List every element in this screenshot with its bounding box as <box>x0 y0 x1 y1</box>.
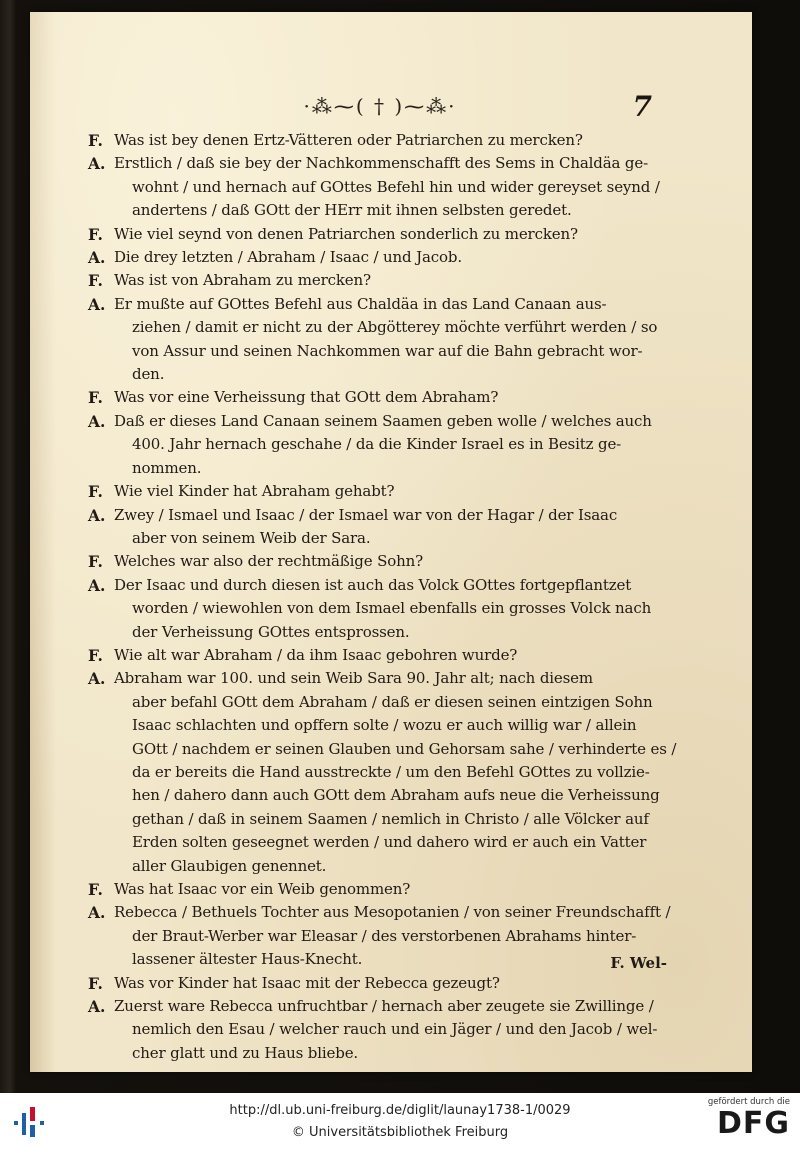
header-ornament: ·⁂⁓( † )⁓⁂· <box>303 94 457 118</box>
entry-lines <box>114 667 688 878</box>
text-line: Erstlich / daß sie bey der Nachkommenschafft des Sems in Chaldäa ge- <box>114 154 649 173</box>
text-line: andertens / daß GOtt der HErr mit ihnen selbsten geredet. <box>132 201 572 220</box>
answer-entry <box>88 246 688 269</box>
entry-lines <box>114 152 688 222</box>
catchword: F. Wel- <box>610 954 667 972</box>
entry-marker: A. <box>88 294 106 314</box>
entry-marker: F. <box>88 271 103 291</box>
entry-lines <box>114 129 688 152</box>
text-line: lassener ältester Haus-Knecht. <box>132 950 363 969</box>
entry-lines <box>114 504 688 551</box>
question-entry <box>88 129 688 152</box>
entry-lines <box>114 972 688 995</box>
answer-entry <box>88 152 688 222</box>
catechism-text <box>88 129 688 1065</box>
text-line: Was vor eine Verheissung that GOtt dem Abraham? <box>114 388 499 407</box>
entry-marker: A. <box>88 411 106 431</box>
entry-marker: F. <box>88 131 103 150</box>
text-line: GOtt / nachdem er seinen Glauben und Gehorsam sahe / verhinderte es / <box>132 739 677 758</box>
text-line: cher glatt und zu Haus bliebe. <box>132 1043 359 1062</box>
question-entry <box>88 386 688 409</box>
text-line: Was hat Isaac vor ein Weib genommen? <box>114 880 411 898</box>
text-line: Der Isaac und durch diesen ist auch das Volck GOttes fortgepflantzet <box>114 575 632 594</box>
entry-marker: A. <box>88 248 106 268</box>
text-line: Er mußte auf GOttes Befehl aus Chaldäa in das Land Canaan aus- <box>114 294 607 313</box>
entry-marker: A. <box>88 575 106 595</box>
text-line: nommen. <box>132 458 202 477</box>
text-line: wohnt / und hernach auf GOttes Befehl hin und wider gereyset seynd / <box>132 177 660 196</box>
text-line: aller Glaubigen genennet. <box>132 856 327 875</box>
entry-lines <box>114 995 688 1065</box>
entry-lines <box>114 410 688 480</box>
text-line: Was ist von Abraham zu mercken? <box>114 271 371 290</box>
entry-marker: F. <box>88 552 103 572</box>
text-line: 400. Jahr hernach geschahe / da die Kinder Israel es in Besitz ge- <box>132 435 622 454</box>
text-line: Isaac schlachten und opffern solte / wozu er auch willig war / allein <box>132 716 637 735</box>
text-line: den. <box>132 365 165 384</box>
entry-marker: A. <box>88 505 106 525</box>
answer-entry <box>88 293 688 387</box>
document-url[interactable]: http://dl.ub.uni-freiburg.de/diglit/launay1738-1/0029 <box>229 1103 571 1118</box>
book-page <box>30 12 752 1072</box>
entry-marker: F. <box>88 645 103 665</box>
page-header <box>30 90 752 134</box>
text-line: hen / dahero dann auch GOtt dem Abraham aufs neue die Verheissung <box>132 786 660 805</box>
answer-entry <box>88 574 688 644</box>
text-line: aber befahl GOtt dem Abraham / daß er diesen seinen eintzigen Sohn <box>132 692 653 711</box>
entry-lines <box>114 246 688 269</box>
text-line: Was ist bey denen Ertz-Vätteren oder Patriarchen zu mercken? <box>114 131 583 149</box>
entry-marker: F. <box>88 482 103 502</box>
text-line: Wie alt war Abraham / da ihm Isaac gebohren wurde? <box>114 645 518 664</box>
text-line: gethan / daß in seinem Saamen / nemlich in Christo / alle Völcker auf <box>132 809 649 828</box>
answer-entry <box>88 504 688 551</box>
text-line: da er bereits die Hand ausstreckte / um den Befehl GOttes zu vollzie- <box>132 762 650 781</box>
text-line: Zuerst ware Rebecca unfruchtbar / hernach aber zeugete sie Zwillinge / <box>114 997 654 1016</box>
text-line: Zwey / Ismael und Isaac / der Ismael war von der Hagar / der Isaac <box>114 505 618 524</box>
text-line: ziehen / damit er nicht zu der Abgötterey möchte verführt werden / so <box>132 318 658 337</box>
question-entry <box>88 269 688 292</box>
text-line: Erden solten geseegnet werden / und dahero wird er auch ein Vatter <box>132 833 647 852</box>
entry-lines <box>114 644 688 667</box>
entry-marker: A. <box>88 669 106 689</box>
viewer-footer <box>0 1093 800 1149</box>
question-entry <box>88 550 688 573</box>
entry-lines <box>114 223 688 246</box>
text-line: nemlich den Esau / welcher rauch und ein Jäger / und den Jacob / wel- <box>132 1020 658 1039</box>
text-line: Daß er dieses Land Canaan seinem Saamen geben wolle / welches auch <box>114 411 652 430</box>
entry-marker: F. <box>88 973 103 993</box>
entry-marker: F. <box>88 388 103 408</box>
text-line: Rebecca / Bethuels Tochter aus Mesopotanien / von seiner Freundschafft / <box>114 903 671 922</box>
answer-entry <box>88 667 688 878</box>
entry-lines <box>114 480 688 503</box>
entry-marker: A. <box>88 997 106 1017</box>
ub-freiburg-logo-icon <box>12 1105 50 1139</box>
text-line: Was vor Kinder hat Isaac mit der Rebecca gezeugt? <box>114 973 500 992</box>
text-line: Wie viel seynd von denen Patriarchen sonderlich zu mercken? <box>114 224 578 243</box>
entry-marker: A. <box>88 903 106 923</box>
dfg-wordmark: DFG <box>716 1106 790 1141</box>
dfg-funding-text: gefördert durch die <box>707 1097 790 1107</box>
dfg-logo <box>706 1097 790 1141</box>
text-line: worden / wiewohlen von dem Ismael ebenfalls ein grosses Volck nach <box>132 599 652 618</box>
entry-lines <box>114 878 688 901</box>
text-line: Wie viel Kinder hat Abraham gehabt? <box>114 482 395 501</box>
entry-lines <box>114 386 688 409</box>
copyright-notice: © Universitätsbibliothek Freiburg <box>291 1125 509 1140</box>
question-entry <box>88 644 688 667</box>
page-number: 7 <box>632 90 652 123</box>
question-entry <box>88 223 688 246</box>
text-line: der Braut-Werber war Eleasar / des verstorbenen Abrahams hinter- <box>132 926 637 945</box>
entry-lines <box>114 293 688 387</box>
text-line: aber von seinem Weib der Sara. <box>132 528 371 547</box>
question-entry <box>88 972 688 995</box>
entry-lines <box>114 574 688 644</box>
question-entry <box>88 878 688 901</box>
text-line: Abraham war 100. und sein Weib Sara 90. Jahr alt; nach diesem <box>114 669 593 688</box>
text-line: der Verheissung GOttes entsprossen. <box>132 622 410 641</box>
entry-lines <box>114 550 688 573</box>
answer-entry <box>88 901 688 971</box>
text-line: Welches war also der rechtmäßige Sohn? <box>114 552 423 571</box>
entry-lines <box>114 901 688 971</box>
entry-lines <box>114 269 688 292</box>
question-entry <box>88 480 688 503</box>
entry-marker: A. <box>88 154 106 174</box>
entry-marker: F. <box>88 224 103 244</box>
text-line: Die drey letzten / Abraham / Isaac / und Jacob. <box>114 248 462 267</box>
text-line: von Assur und seinen Nachkommen war auf die Bahn gebracht wor- <box>132 341 643 360</box>
entry-marker: F. <box>88 880 103 899</box>
answer-entry <box>88 995 688 1065</box>
answer-entry <box>88 410 688 480</box>
